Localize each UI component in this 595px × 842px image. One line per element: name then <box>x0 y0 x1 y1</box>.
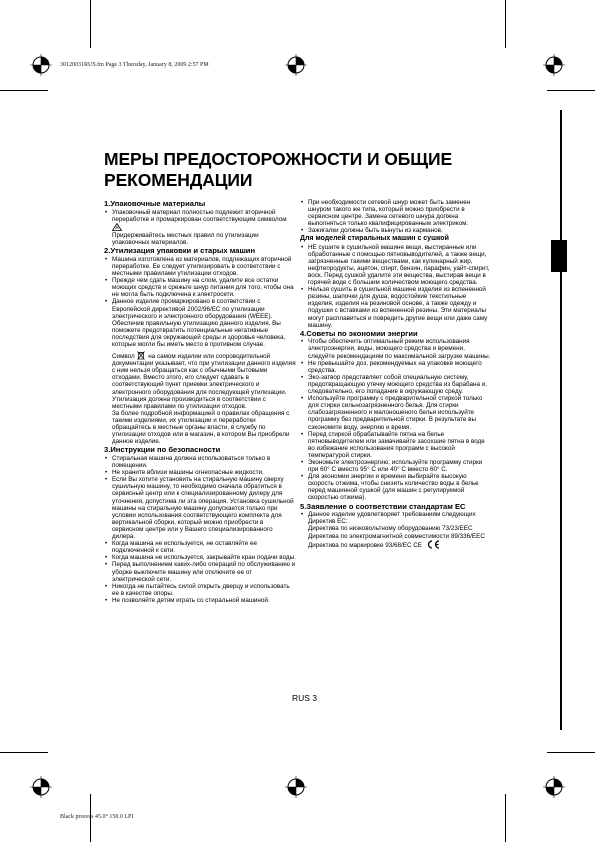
list-item: • НЕ сушите в сушильной машине вещи, выстиранные или обработанные с помощью пятновыводителей, а также вещи, загрязненные такими веществами, как кулинарный жир, нефтепродукты, ацетон, спирт, бензин, парафин, уайт-спирит, воск. Перед сушкой удалите эти вещества, выстирав вещи в горячей воде с большим количеством моющего средства. <box>300 244 492 287</box>
edge-rule <box>560 110 562 730</box>
page-title: МЕРЫ ПРЕДОСТОРОЖНОСТИ И ОБЩИЕ РЕКОМЕНДАЦИИ <box>104 149 453 190</box>
ce-mark-icon <box>426 540 440 549</box>
section-heading-packaging: 1.Упаковочные материалы <box>104 199 206 208</box>
list-item: • Не превышайте доз, рекомендуемых на упаковке моющего средства. <box>300 360 492 374</box>
crop-line-top-left-v <box>90 0 91 48</box>
list-item: • Для экономии энергии и времени выбирайте высокую скорость отжима, чтобы снизить количество воды в белье перед машинной сушкой (для машин с регулируемой скоростью отжима). <box>300 473 492 501</box>
symbol-prefix: Символ <box>112 353 135 361</box>
list-item-continuation: Придерживайтесь местных правил по утилизации упаковочных материалов. <box>112 231 259 247</box>
crop-line-top-left-h <box>0 90 48 91</box>
ec-declaration-list <box>300 511 492 525</box>
list-item: • Перед выполнением каких-либо операций по обслуживанию и уборке выключите машину или отключите ее от электрической сети. <box>104 561 296 582</box>
section-heading-energy: 4.Советы по экономии энергии <box>300 328 418 338</box>
registration-mark-top-right <box>543 54 565 76</box>
directive-line: Директива по электромагнитной совместимости 89/336/EEC <box>308 532 485 540</box>
disposal-list <box>104 256 296 348</box>
list-item: • Данное изделие удовлетворяет требованиям следующих Директив ЕС: <box>300 511 492 525</box>
list-item: • Не позволяйте детям играть со стиральной машиной. <box>104 597 296 604</box>
recycle-icon <box>112 223 122 231</box>
list-item: • Машина изготовлена из материалов, подлежащих вторичной переработке. Ее следует утилизировать в соответствии с местными правилами утилизации отходов. <box>104 256 296 277</box>
registration-mark-top-left <box>30 54 52 76</box>
list-item: • Эко-затвор представляет собой специальную систему, предотвращающую утечку моющего средства из барабана и, следовательно, его попадание в окружающую среду. <box>300 374 492 395</box>
more-info-paragraph: За более подробной информацией о правилах обращения с такими изделиями, их утилизации и переработки обращайтесь в местные органы власти, в службу по утилизации отходов или в магазин, в котором Вы приобрели данное изделие. <box>112 409 290 446</box>
list-item: • Упаковочный материал полностью подлежит вторичной переработке и промаркирован соответствующим символом Придерживайтесь местных правил по утилизации упаковочных материалов. <box>104 209 296 246</box>
crop-line-bottom-right-v <box>505 794 506 842</box>
section-heading-ec-declaration: 5.Заявление о соответствии стандартам ЕС <box>300 501 466 511</box>
section-heading-safety: 3.Инструкции по безопасности <box>104 445 221 455</box>
list-item: • Используйте программу с предварительной стиркой только для стирки сильнозагрязненного белья. Для стирки слабозагрязненного и малоношеного белья используйте программу без предварительной стирки. В результате вы сэкономите воду, энергию и время. <box>300 395 492 430</box>
list-item: • Никогда не пытайтесь силой открыть дверцу и использовать ее в качестве опоры. <box>104 583 296 597</box>
print-slug-header: 30120031RUS.fm Page 3 Thursday, January 8, 2009 2:57 PM <box>60 62 209 68</box>
crop-line-top-right-v <box>505 0 506 48</box>
weee-symbol-paragraph <box>104 351 296 410</box>
washer-dryer-list <box>300 244 492 329</box>
list-item: • Зажигалки должны быть вынуты из карманов. <box>300 227 492 234</box>
packaging-list <box>104 209 296 246</box>
registration-mark-bottom-center <box>285 776 307 798</box>
safety-list-continued <box>300 199 492 234</box>
section-heading-disposal: 2.Утилизация упаковки и старых машин <box>104 246 256 256</box>
energy-list <box>300 338 492 501</box>
directive-line: Директива по низковольтному оборудованию 73/23/EEC <box>308 525 473 533</box>
left-column <box>104 199 296 604</box>
crop-line-bottom-right-h <box>547 752 595 753</box>
page-number: RUS 3 <box>292 693 318 703</box>
crop-line-bottom-left-h <box>0 752 48 753</box>
registration-mark-top-center <box>285 54 307 76</box>
list-item: • Прежде чем сдать машину на слом, удалите все остатки моющих средств и срежьте шнур питания для того, чтобы она не могла быть подключена к электросети. <box>104 277 296 298</box>
list-item: • Перед стиркой обрабатывайте пятна на белье пятновыводителем или замачивайте засохшие пятна в воде во избежание использования программ с высокой температурой стирки. <box>300 431 492 459</box>
list-item: • Экономьте электроэнергию: используйте программу стирки при 60° С вместо 95° С или 40° С вместо 60° С. <box>300 459 492 473</box>
directive-line: Директива по маркировке 93/68/EC CE <box>300 540 492 549</box>
print-slug-footer: Black process 45.0° 150.0 LPI <box>60 814 134 820</box>
list-item: • Не храните вблизи машины огнеопасные жидкости. <box>104 469 296 476</box>
crop-line-top-right-h <box>547 90 595 91</box>
safety-list <box>104 455 296 604</box>
registration-mark-bottom-left <box>30 776 52 798</box>
crossed-bin-icon <box>137 351 145 360</box>
list-item: • Стиральная машина должна использоваться только в помещении. <box>104 455 296 469</box>
list-item: • Данное изделие промаркировано в соответствии с Европейской директивой 2002/96/EC по утилизации электрического и электронного оборудования (WEEE). Обеспечив правильную утилизацию данного изделия, Вы поможете предотвратить потенциальные негативные последствия для окружающей среды и здоровья человека, которые могли бы иметь место в противном случае. <box>104 298 296 348</box>
right-column <box>300 199 492 549</box>
list-item: • Чтобы обеспечить оптимальный режим использования электроэнергии, воды, моющего средства и времени, следуйте рекомендациям по максимальной загрузке машины. <box>300 338 492 359</box>
list-item: • Если Вы хотите установить на стиральную машину сверху сушильную машину, то необходимо сначала обратиться в сервисный центр или к специализированному дилеру для уточнения, допустима ли эта операция. Установка сушильной машины на стиральную машину допускается только при условии использования соответствующего комплекта для вертикальной сборки, который можно приобрести в сервисном центре или у Вашего специализированного дилера. <box>104 476 296 540</box>
section-heading-washer-dryer: Для моделей стиральных машин с сушкой <box>300 235 449 243</box>
thumb-index-tab <box>551 240 567 272</box>
registration-mark-bottom-right <box>543 776 565 798</box>
symbol-text: на самом изделии или сопроводительной документации указывает, что при утилизации данного изделия с ним нельзя обращаться как с обычными бытовыми отходами. Вместо этого, его следует сдавать в соответствующий пункт приемки электрического и электронного оборудования для последующей утилизации. Утилизация должна производиться в соответствии с местными правилами по утилизации отходов. <box>112 353 296 410</box>
list-item: • Когда машина не используется, не оставляйте ее подключенной к сети. <box>104 540 296 554</box>
list-item: • Когда машина не используется, закрывайте кран подачи воды. <box>104 554 296 561</box>
list-item: • При необходимости сетевой шнур может быть заменен шнуром такого же типа, который можно приобрести в сервисном центре. Замена сетевого шнура должна выполняться только квалифицированным электриком. <box>300 199 492 227</box>
list-item: • Нельзя сушить в сушильной машине изделия из вспененной резины, шапочки для душа, водостойкие текстильные изделия, изделия на резиновой основе, а также одежду и подушки с вставками из вспененной резины. Эти материалы могут расплавиться и повредить другие вещи или даже саму машину. <box>300 286 492 329</box>
